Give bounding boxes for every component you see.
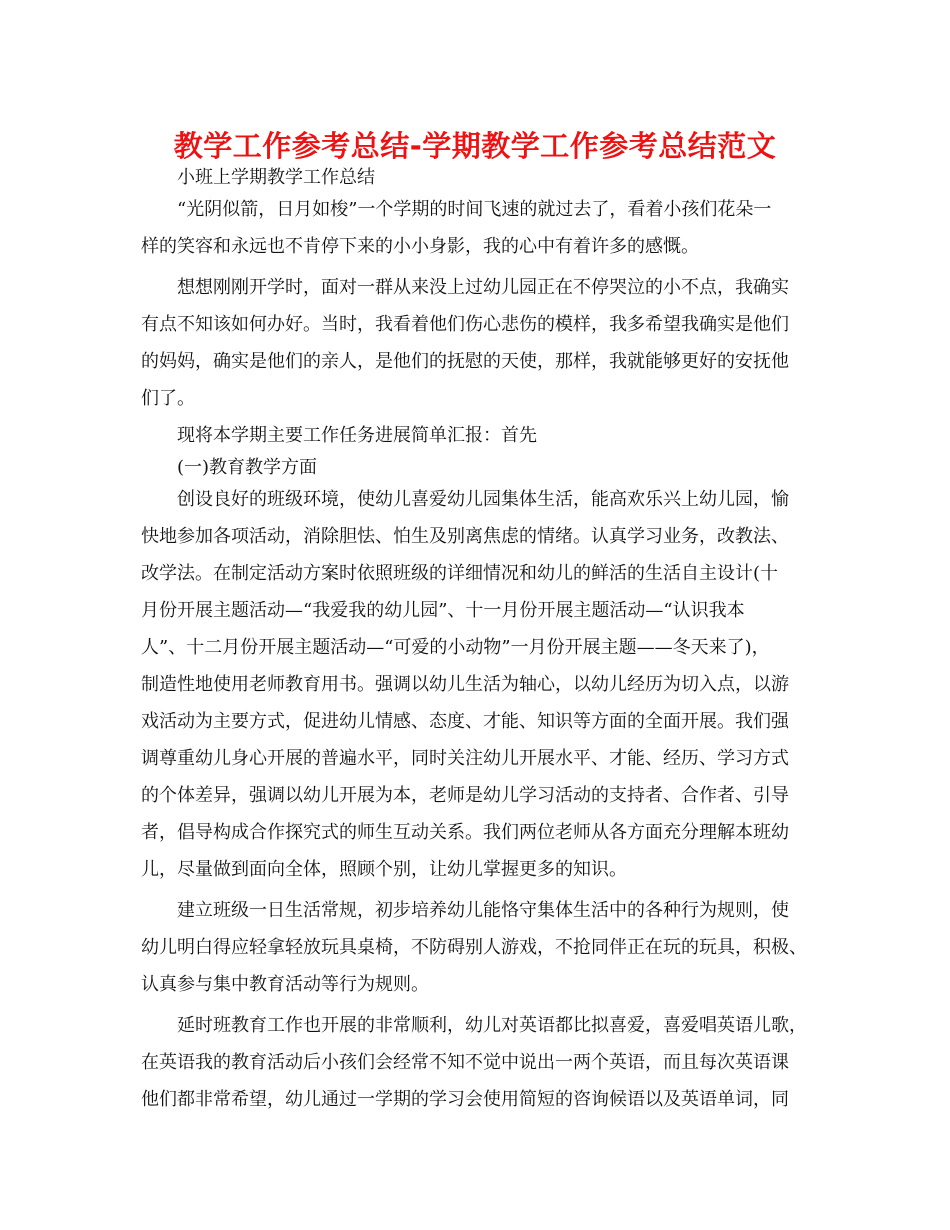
document-body (141, 166, 821, 1112)
paragraph-line: 创设良好的班级环境，使幼儿喜爱幼儿园集体生活，能高欢乐兴上幼儿园，愉 (177, 489, 789, 510)
paragraph-line: 人”、十二月份开展主题活动—“可爱的小动物”一月份开展主题——冬天来了)， (141, 637, 770, 658)
section-heading: (一)教育教学方面 (177, 457, 318, 478)
paragraph-line: 的妈妈，确实是他们的亲人，是他们的抚慰的天使，那样，我就能够更好的安抚他 (141, 351, 789, 372)
paragraph-line: 快地参加各项活动，消除胆怯、怕生及别离焦虑的情绪。认真学习业务，改教法、 (141, 526, 789, 547)
paragraph-line: 幼儿明白得应轻拿轻放玩具桌椅，不防碍别人游戏，不抢同伴正在玩的玩具，积极、 (141, 937, 807, 958)
paragraph-line: 月份开展主题活动—“我爱我的幼儿园”、十一月份开展主题活动—“认识我本 (141, 600, 745, 621)
paragraph-line: 儿，尽量做到面向全体，照顾个别，让幼儿掌握更多的知识。 (141, 859, 627, 880)
paragraph-line: 现将本学期主要工作任务进展简单汇报：首先 (177, 425, 537, 446)
paragraph-line: 们了。 (141, 388, 195, 409)
paragraph-line: 制造性地使用老师教育用书。强调以幼儿生活为轴心，以幼儿经历为切入点，以游 (141, 674, 789, 695)
paragraph-line: 调尊重幼儿身心开展的普遍水平，同时关注幼儿开展水平、才能、经历、学习方式 (141, 748, 789, 769)
paragraph-line: 延时班教育工作也开展的非常顺利，幼儿对英语都比拟喜爱，喜爱唱英语儿歌， (177, 1015, 807, 1036)
document-title: 教学工作参考总结-学期教学工作参考总结范文 (173, 129, 777, 163)
paragraph-line: 样的笑容和永远也不肯停下来的小小身影，我的心中有着许多的感慨。 (141, 236, 699, 257)
paragraph-line: 的个体差异，强调以幼儿开展为本，老师是幼儿学习活动的支持者、合作者、引导 (141, 785, 789, 806)
paragraph-line: 改学法。在制定活动方案时依照班级的详细情况和幼儿的鲜活的生活自主设计(十 (141, 563, 779, 584)
paragraph-line: 在英语我的教育活动后小孩们会经常不知不觉中说出一两个英语，而且每次英语课 (141, 1052, 789, 1073)
paragraph-line: 认真参与集中教育活动等行为规则。 (141, 974, 429, 995)
paragraph-line: 建立班级一日生活常规，初步培养幼儿能恪守集体生活中的各种行为规则，使 (177, 900, 789, 921)
paragraph-line: “光阴似箭，日月如梭”一个学期的时间飞速的就过去了，看着小孩们花朵一 (177, 199, 772, 220)
paragraph-line: 者，倡导构成合作探究式的师生互动关系。我们两位老师从各方面充分理解本班幼 (141, 822, 789, 843)
paragraph-line: 他们都非常希望，幼儿通过一学期的学习会使用简短的咨询候语以及英语单词，同 (141, 1089, 789, 1110)
subtitle-line: 小班上学期教学工作总结 (177, 167, 375, 188)
paragraph-line: 有点不知该如何办好。当时，我看着他们伤心悲伤的模样，我多希望我确实是他们 (141, 314, 789, 335)
paragraph-line: 想想刚刚开学时，面对一群从来没上过幼儿园正在不停哭泣的小不点，我确实 (177, 277, 789, 298)
paragraph-line: 戏活动为主要方式，促进幼儿情感、态度、才能、知识等方面的全面开展。我们强 (141, 711, 789, 732)
